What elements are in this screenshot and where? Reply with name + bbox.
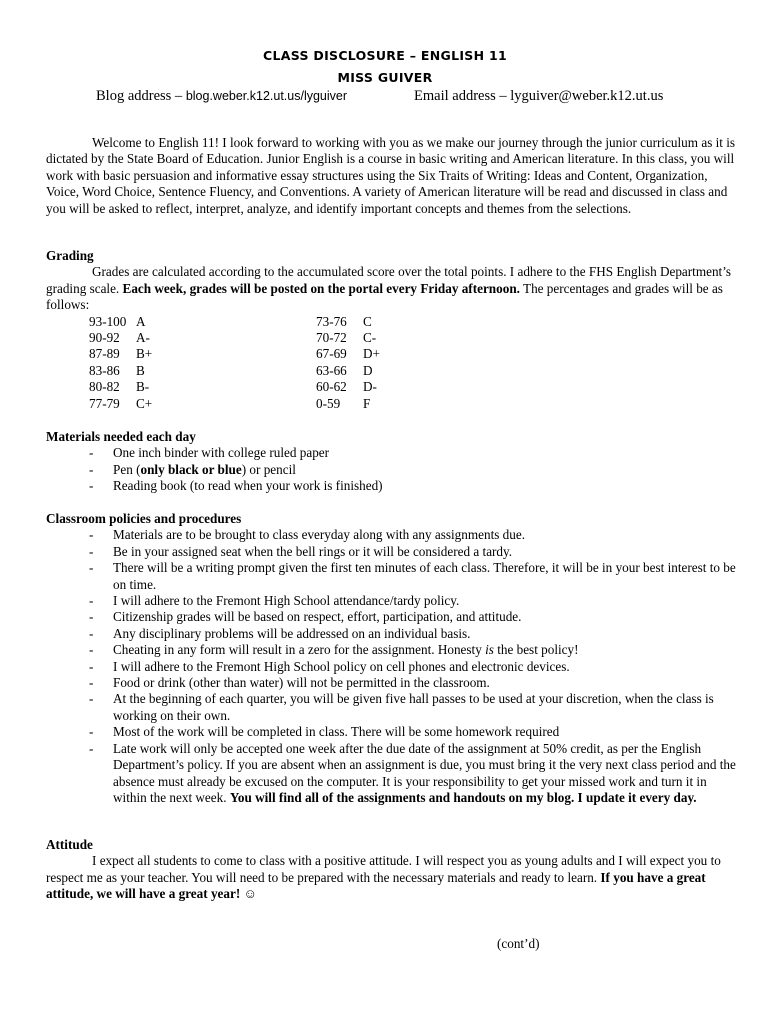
grade-row: 77-79 C+ xyxy=(89,395,153,411)
intro-paragraph: Welcome to English 11! I look forward to working with you as we make our journey through the junior curriculum as it is dictated by the State Board of Education. Junior English is a course in basic writing and American literature. In this class, you will work with basic persuasion and informative essay structures using the Six Traits of Writing: Ideas and Content, Organization, Voice, Word Choice, Sentence Fluency, and Conventions. A variety of American literature will be read and discussed in class and you will be asked to reflect, interpret, analyze, and identify important concepts and themes from the selections. xyxy=(46,135,736,216)
list-item: - Late work will only be accepted one week after the due date of the assignment at 50% credit, as per the English Department’s policy. If you are absent when an assignment is due, you must bring it the very next class period and the absence must already be excused on the computer. It is your responsibility to get your missed work and turn it in within the next week. You will find all of the assignments and handouts on my blog. I update it every day. xyxy=(46,741,736,807)
policies-section xyxy=(46,511,736,806)
list-item: - I will adhere to the Fremont High School attendance/tardy policy. xyxy=(46,593,736,609)
grading-paragraph xyxy=(46,264,736,313)
grading-section xyxy=(46,248,736,412)
grade-row: 73-76 C xyxy=(316,313,372,329)
grading-text: Grades are calculated according to the accumulated score over the total points. I adhere to the FHS English Department’s grading scale. xyxy=(46,264,732,296)
document-title: CLASS DISCLOSURE – ENGLISH 11 xyxy=(262,48,507,63)
grading-heading: Grading xyxy=(46,248,94,263)
attitude-paragraph: I expect all students to come to class with a positive attitude. I will respect you as young adults and I will expect you to respect me as your teacher. You will need to be prepared with the necessary materials and ready to learn. If you have a great attitude, we will have a great year! ☺ xyxy=(46,853,721,902)
list-item: - Most of the work will be completed in class. There will be some homework required xyxy=(46,724,736,740)
list-item: - I will adhere to the Fremont High School policy on cell phones and electronic devices. xyxy=(46,659,736,675)
list-item: - One inch binder with college ruled paper xyxy=(46,445,736,461)
materials-section xyxy=(46,429,736,495)
blog-label: Blog address – xyxy=(96,88,186,104)
list-item: - At the beginning of each quarter, you will be given five hall passes to be used at your discretion, when the class is working on their own. xyxy=(46,691,736,724)
grade-row: 67-69 D+ xyxy=(316,346,380,362)
list-item: - Cheating in any form will result in a zero for the assignment. Honesty is the best policy! xyxy=(46,642,736,658)
list-item: - There will be a writing prompt given the first ten minutes of each class. Therefore, it will be in your best interest to be on time. xyxy=(46,560,736,593)
blog-address xyxy=(96,88,347,104)
grade-column-right xyxy=(316,314,380,412)
grading-bold-text: Each week, grades will be posted on the portal every Friday afternoon. xyxy=(122,280,520,296)
grade-row: 0-59 F xyxy=(316,395,371,411)
attitude-heading: Attitude xyxy=(46,837,93,852)
list-item: - Citizenship grades will be based on respect, effort, participation, and attitude. xyxy=(46,609,736,625)
grade-row: 80-82 B- xyxy=(89,379,150,395)
grade-row: 87-89 B+ xyxy=(89,346,153,362)
grading-text-end: The percentages and grades will be as follows: xyxy=(46,280,723,313)
policies-heading: Classroom policies and procedures xyxy=(46,511,242,526)
grade-row: 93-100 A xyxy=(89,313,146,329)
grade-row: 60-62 D- xyxy=(316,379,377,395)
intro-section xyxy=(46,135,736,217)
email-address: Email address – lyguiver@weber.k12.ut.us xyxy=(414,88,664,104)
policies-list xyxy=(46,527,736,806)
list-item: - Be in your assigned seat when the bell rings or it will be considered a tardy. xyxy=(46,544,736,560)
list-item: - Any disciplinary problems will be addressed on an individual basis. xyxy=(46,626,736,642)
continued-note: (cont’d) xyxy=(497,936,540,951)
list-item: - Food or drink (other than water) will not be permitted in the classroom. xyxy=(46,675,736,691)
materials-list xyxy=(46,445,736,494)
teacher-name: MISS GUIVER xyxy=(337,70,433,85)
list-item: - Reading book (to read when your work is finished) xyxy=(46,478,736,494)
list-item: - Materials are to be brought to class everyday along with any assignments due. xyxy=(46,527,736,543)
attitude-section xyxy=(46,837,736,903)
grade-row: 90-92 A- xyxy=(89,330,150,346)
grade-row: 63-66 D xyxy=(316,362,373,378)
grade-row: 70-72 C- xyxy=(316,330,377,346)
blog-url: blog.weber.k12.ut.us/lyguiver xyxy=(185,89,348,103)
list-item: - Pen (only black or blue) or pencil xyxy=(46,462,736,478)
grade-row: 83-86 B xyxy=(89,362,145,378)
grade-scale xyxy=(46,314,736,412)
materials-heading: Materials needed each day xyxy=(46,429,196,444)
grade-column-left xyxy=(89,314,152,412)
